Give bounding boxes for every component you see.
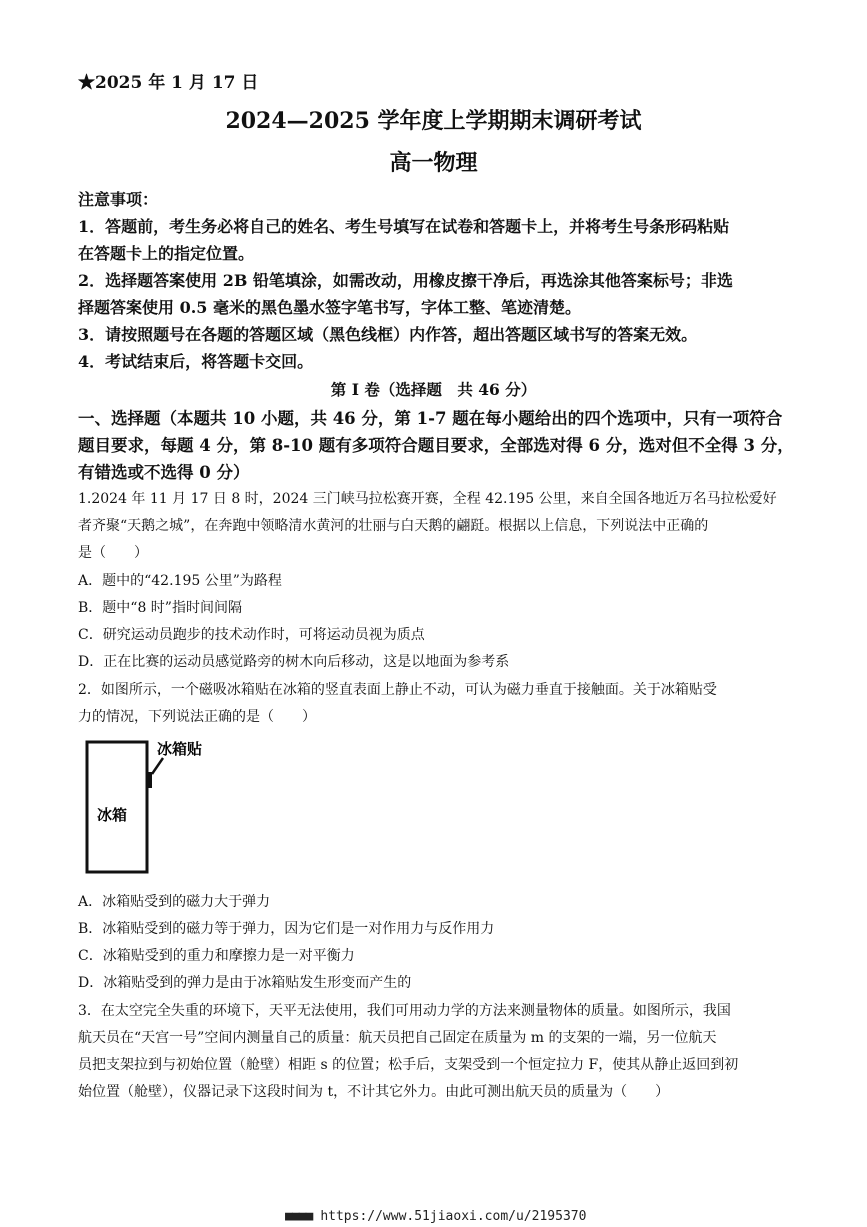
question-3-stem: 3．在太空完全失重的环境下，天平无法使用，我们可用动力学的方法来测量物体的质量。如图所示，我国 <box>78 1003 731 1019</box>
section-instruction: 一、选择题（本题共 10 小题，共 46 分，第 1-7 题在每小题给出的四个选项中，只有一项符合 <box>78 409 783 428</box>
question-1-stem: 是（ ） <box>78 545 148 561</box>
exam-title: 2024—2025 学年度上学期期末调研考试 <box>225 108 642 134</box>
notice-line: 择题答案使用 0.5 毫米的黑色墨水签字笔书写，字体工整、笔迹清楚。 <box>78 298 581 317</box>
question-1-stem: 1.2024 年 11 月 17 日 8 时，2024 三门峡马拉松赛开赛，全程 42.195 公里，来自全国各地近万名马拉松爱好 <box>78 491 777 507</box>
footer-url[interactable]: https://www.51jiaoxi.com/u/2195370 <box>320 1209 587 1224</box>
question-3-stem: 始位置（舱壁），仪器记录下这段时间为 t，不计其它外力。由此可测出航天员的质量为（ ） <box>78 1084 670 1100</box>
question-2-stem: 力的情况，下列说法正确的是（ ） <box>78 709 316 725</box>
question-2-option-d: D．冰箱贴受到的弹力是由于冰箱贴发生形变而产生的 <box>78 975 412 991</box>
question-2-option-c: C．冰箱贴受到的重力和摩擦力是一对平衡力 <box>78 948 355 964</box>
section-instruction: 题目要求，每题 4 分，第 8-10 题有多项符合题目要求，全部选对得 6 分，选对但不全得 3 分， <box>78 436 794 455</box>
notice-line: 4．考试结束后，将答题卡交回。 <box>78 352 314 371</box>
question-2-option-b: B．冰箱贴受到的磁力等于弹力，因为它们是一对作用力与反作用力 <box>78 921 495 937</box>
fridge-label: 冰箱 <box>97 806 128 824</box>
question-2-stem: 2．如图所示，一个磁吸冰箱贴在冰箱的竖直表面上静止不动，可认为磁力垂直于接触面。关于冰箱贴受 <box>78 682 717 698</box>
fridge-magnet-shape <box>147 772 152 788</box>
question-3-stem: 航天员在“天宫一号”空间内测量自己的质量：航天员把自己固定在质量为 m 的支架的一端，另一位航天 <box>78 1030 717 1046</box>
notice-line: 3．请按照题号在各题的答题区域（黑色线框）内作答，超出答题区域书写的答案无效。 <box>78 325 698 344</box>
notice-line: 1．答题前，考生务必将自己的姓名、考生号填写在试卷和答题卡上，并将考生号条形码粘贴 <box>78 217 730 236</box>
question-1-stem: 者齐聚“天鹅之城”，在奔跑中领略清水黄河的壮丽与白天鹅的翩跹。根据以上信息，下列说法中正确的 <box>78 518 709 534</box>
fridge-magnet-figure <box>83 738 223 878</box>
magnet-pointer-line <box>152 758 163 774</box>
magnet-label: 冰箱贴 <box>157 740 203 758</box>
notice-line: 在答题卡上的指定位置。 <box>78 244 255 263</box>
footer-dots: ■■■■ <box>285 1209 313 1224</box>
footer-watermark <box>285 1209 586 1224</box>
part-title: 第 I 卷（选择题 共 46 分） <box>330 380 537 399</box>
question-1-option-c: C．研究运动员跑步的技术动作时，可将运动员视为质点 <box>78 627 425 643</box>
question-1-option-d: D．正在比赛的运动员感觉路旁的树木向后移动，这是以地面为参考系 <box>78 654 510 670</box>
notice-heading: 注意事项： <box>78 190 159 209</box>
question-1-option-b: B．题中“8 时”指时间间隔 <box>78 600 242 616</box>
section-instruction: 有错选或不选得 0 分） <box>78 463 250 482</box>
question-1-option-a: A．题中的“42.195 公里”为路程 <box>78 573 282 589</box>
question-3-stem: 员把支架拉到与初始位置（舱壁）相距 s 的位置；松手后，支架受到一个恒定拉力 F，使其从静止返回到初 <box>78 1057 739 1073</box>
question-2-option-a: A．冰箱贴受到的磁力大于弹力 <box>78 894 271 910</box>
notice-line: 2．选择题答案使用 2B 铅笔填涂，如需改动，用橡皮擦干净后，再选涂其他答案标号；非选 <box>78 271 733 290</box>
exam-subject: 高一物理 <box>389 150 478 176</box>
exam-date: ★2025 年 1 月 17 日 <box>78 73 259 93</box>
